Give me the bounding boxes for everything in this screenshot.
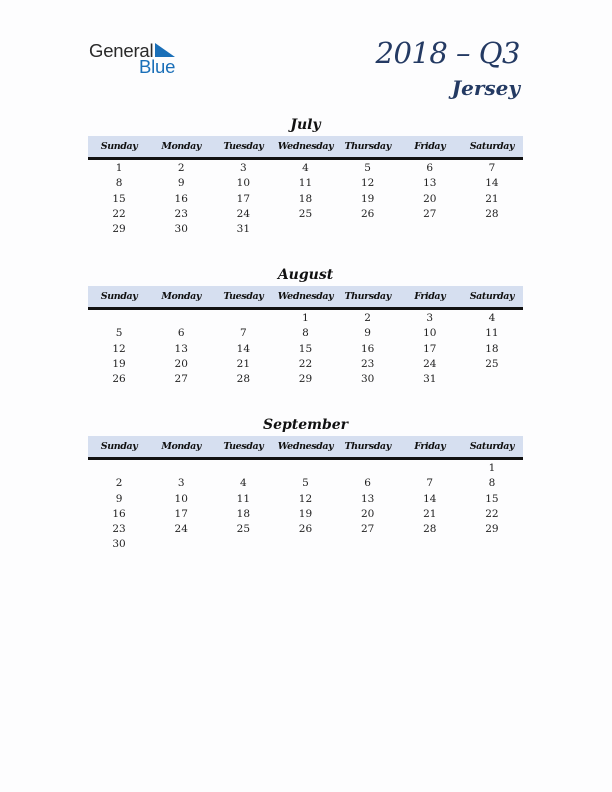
day-cell: 16 <box>174 192 188 205</box>
day-cell: 16 <box>360 342 375 355</box>
day-cell: 8 <box>115 177 123 190</box>
day-cell <box>212 461 274 476</box>
day-cell: 17 <box>174 507 188 520</box>
day-cell <box>274 461 336 476</box>
day-cell: 20 <box>174 357 188 370</box>
day-cell: 23 <box>360 357 375 370</box>
day-cell <box>150 461 212 476</box>
week-row <box>88 461 523 476</box>
weekday-friday: Friday <box>414 291 446 302</box>
day-cell: 24 <box>174 523 188 536</box>
day-cell: 11 <box>236 492 251 505</box>
day-cell <box>461 372 523 387</box>
day-cell: 26 <box>360 207 375 220</box>
day-cell: 21 <box>236 357 251 370</box>
weekday-tuesday: Tuesday <box>223 141 264 152</box>
weekday-sunday: Sunday <box>100 441 138 452</box>
day-cell <box>88 311 150 326</box>
weekday-header-row <box>88 436 523 460</box>
day-cell: 6 <box>177 327 185 340</box>
day-cell: 9 <box>115 492 123 505</box>
day-cell <box>150 537 212 552</box>
day-cell <box>274 537 336 552</box>
weekday-friday: Friday <box>414 441 446 452</box>
day-cell <box>461 537 523 552</box>
day-cell: 1 <box>488 462 496 474</box>
weekday-monday: Monday <box>161 141 202 152</box>
day-cell: 31 <box>423 373 437 386</box>
week-row <box>88 207 523 222</box>
day-cell: 4 <box>240 477 247 490</box>
week-row <box>88 507 523 522</box>
weekday-tuesday: Tuesday <box>223 441 264 452</box>
weekday-wednesday: Wednesday <box>277 141 334 152</box>
day-cell: 27 <box>174 373 188 386</box>
day-cell: 5 <box>364 162 371 174</box>
day-cell: 5 <box>302 477 309 490</box>
logo-word-blue: Blue <box>139 56 176 77</box>
week-row <box>88 476 523 491</box>
weekday-sunday: Sunday <box>100 291 138 302</box>
month-name: July <box>290 117 321 133</box>
day-cell: 18 <box>485 342 499 355</box>
weekday-header-row <box>88 136 523 160</box>
weekday-friday: Friday <box>414 141 446 152</box>
day-cell: 22 <box>112 207 126 220</box>
day-cell: 13 <box>360 492 375 505</box>
month-calendar-july <box>88 116 523 237</box>
week-row <box>88 222 523 237</box>
day-cell <box>88 461 150 476</box>
day-cell: 19 <box>360 192 375 205</box>
day-cell: 15 <box>112 192 126 205</box>
weekday-thursday: Thursday <box>344 141 391 152</box>
day-cell: 13 <box>423 177 437 190</box>
day-cell: 18 <box>236 507 251 520</box>
day-cell: 2 <box>115 477 123 490</box>
day-cell <box>337 537 399 552</box>
day-cell: 3 <box>426 312 434 324</box>
week-row <box>88 537 523 552</box>
day-cell: 2 <box>364 312 371 324</box>
day-cell: 14 <box>236 342 251 355</box>
day-cell: 15 <box>485 492 499 505</box>
day-cell: 19 <box>298 507 313 520</box>
day-cell: 12 <box>112 342 126 355</box>
day-cell <box>399 461 461 476</box>
day-cell <box>399 537 461 552</box>
day-cell <box>337 222 399 237</box>
day-cell: 28 <box>236 373 251 386</box>
day-cell: 28 <box>423 523 437 536</box>
week-row <box>88 161 523 176</box>
day-cell: 24 <box>236 207 251 220</box>
week-row <box>88 176 523 191</box>
day-cell: 22 <box>485 507 499 520</box>
day-cell <box>212 537 274 552</box>
day-cell: 10 <box>423 327 437 340</box>
day-cell: 9 <box>177 177 185 190</box>
day-cell: 7 <box>426 477 434 490</box>
day-cell: 25 <box>298 207 313 220</box>
day-cell <box>274 222 336 237</box>
day-cell: 22 <box>298 357 313 370</box>
day-cell: 6 <box>364 477 371 490</box>
day-cell: 26 <box>298 523 313 536</box>
day-cell: 8 <box>488 477 496 490</box>
weekday-monday: Monday <box>161 441 202 452</box>
week-row <box>88 311 523 326</box>
weekday-saturday: Saturday <box>469 141 515 152</box>
day-cell: 8 <box>302 327 309 340</box>
month-name: September <box>262 417 349 433</box>
logo-word-general: General <box>89 40 154 61</box>
day-cell: 27 <box>360 523 375 536</box>
day-cell: 10 <box>236 177 251 190</box>
day-cell: 14 <box>423 492 437 505</box>
day-cell: 30 <box>360 373 375 386</box>
weekday-wednesday: Wednesday <box>277 291 334 302</box>
day-cell: 11 <box>298 177 313 190</box>
day-cell: 25 <box>485 357 499 370</box>
day-cell: 4 <box>488 312 496 324</box>
day-cell <box>337 461 399 476</box>
day-cell: 25 <box>236 523 251 536</box>
week-row <box>88 192 523 207</box>
day-cell: 7 <box>240 327 247 340</box>
day-cell: 2 <box>177 162 185 174</box>
weekday-saturday: Saturday <box>469 291 515 302</box>
region-title: Jersey <box>451 76 520 100</box>
day-cell: 1 <box>302 312 309 324</box>
day-cell: 31 <box>236 223 251 236</box>
day-cell: 7 <box>488 162 496 174</box>
day-cell: 15 <box>298 342 313 355</box>
day-cell: 23 <box>112 523 126 536</box>
month-calendar-september <box>88 416 523 553</box>
day-cell: 23 <box>174 207 188 220</box>
weekday-thursday: Thursday <box>344 291 391 302</box>
day-cell: 21 <box>423 507 437 520</box>
day-cell: 3 <box>177 477 185 490</box>
day-cell: 30 <box>112 538 126 551</box>
day-cell: 9 <box>364 327 371 340</box>
day-cell: 4 <box>302 162 309 174</box>
day-cell: 29 <box>485 523 499 536</box>
week-row <box>88 326 523 341</box>
day-cell: 19 <box>112 357 126 370</box>
day-cell: 12 <box>298 492 313 505</box>
day-cell: 30 <box>174 223 188 236</box>
weekday-sunday: Sunday <box>100 141 138 152</box>
day-cell: 27 <box>423 207 437 220</box>
day-cell: 21 <box>485 192 499 205</box>
generalblue-logo <box>89 40 189 76</box>
day-cell: 11 <box>485 327 499 340</box>
week-row <box>88 372 523 387</box>
weekday-thursday: Thursday <box>344 441 391 452</box>
day-cell <box>399 222 461 237</box>
day-cell: 24 <box>423 357 437 370</box>
day-cell: 17 <box>236 192 251 205</box>
weekday-wednesday: Wednesday <box>277 441 334 452</box>
weekday-monday: Monday <box>161 291 202 302</box>
day-cell: 29 <box>112 223 126 236</box>
week-row <box>88 522 523 537</box>
week-row <box>88 357 523 372</box>
day-cell: 20 <box>423 192 437 205</box>
day-cell: 16 <box>112 507 126 520</box>
weekday-header-row <box>88 286 523 310</box>
day-cell: 18 <box>298 192 313 205</box>
day-cell: 5 <box>115 327 123 340</box>
day-cell: 3 <box>240 162 247 174</box>
day-cell: 1 <box>115 162 123 174</box>
day-cell: 13 <box>174 342 188 355</box>
day-cell: 6 <box>426 162 434 174</box>
month-calendar-august <box>88 266 523 387</box>
page-title: 2018 – Q3 <box>375 36 520 70</box>
logo-triangle-icon <box>155 43 175 57</box>
day-cell: 26 <box>112 373 126 386</box>
day-cell <box>150 311 212 326</box>
day-cell: 14 <box>485 177 499 190</box>
day-cell: 20 <box>360 507 375 520</box>
week-row <box>88 492 523 507</box>
day-cell: 28 <box>485 207 499 220</box>
day-cell: 17 <box>423 342 437 355</box>
day-cell: 12 <box>360 177 375 190</box>
week-row <box>88 342 523 357</box>
day-cell <box>461 222 523 237</box>
day-cell: 10 <box>174 492 188 505</box>
weekday-saturday: Saturday <box>469 441 515 452</box>
weekday-tuesday: Tuesday <box>223 291 264 302</box>
day-cell <box>212 311 274 326</box>
day-cell: 29 <box>298 373 313 386</box>
month-name: August <box>277 267 334 283</box>
